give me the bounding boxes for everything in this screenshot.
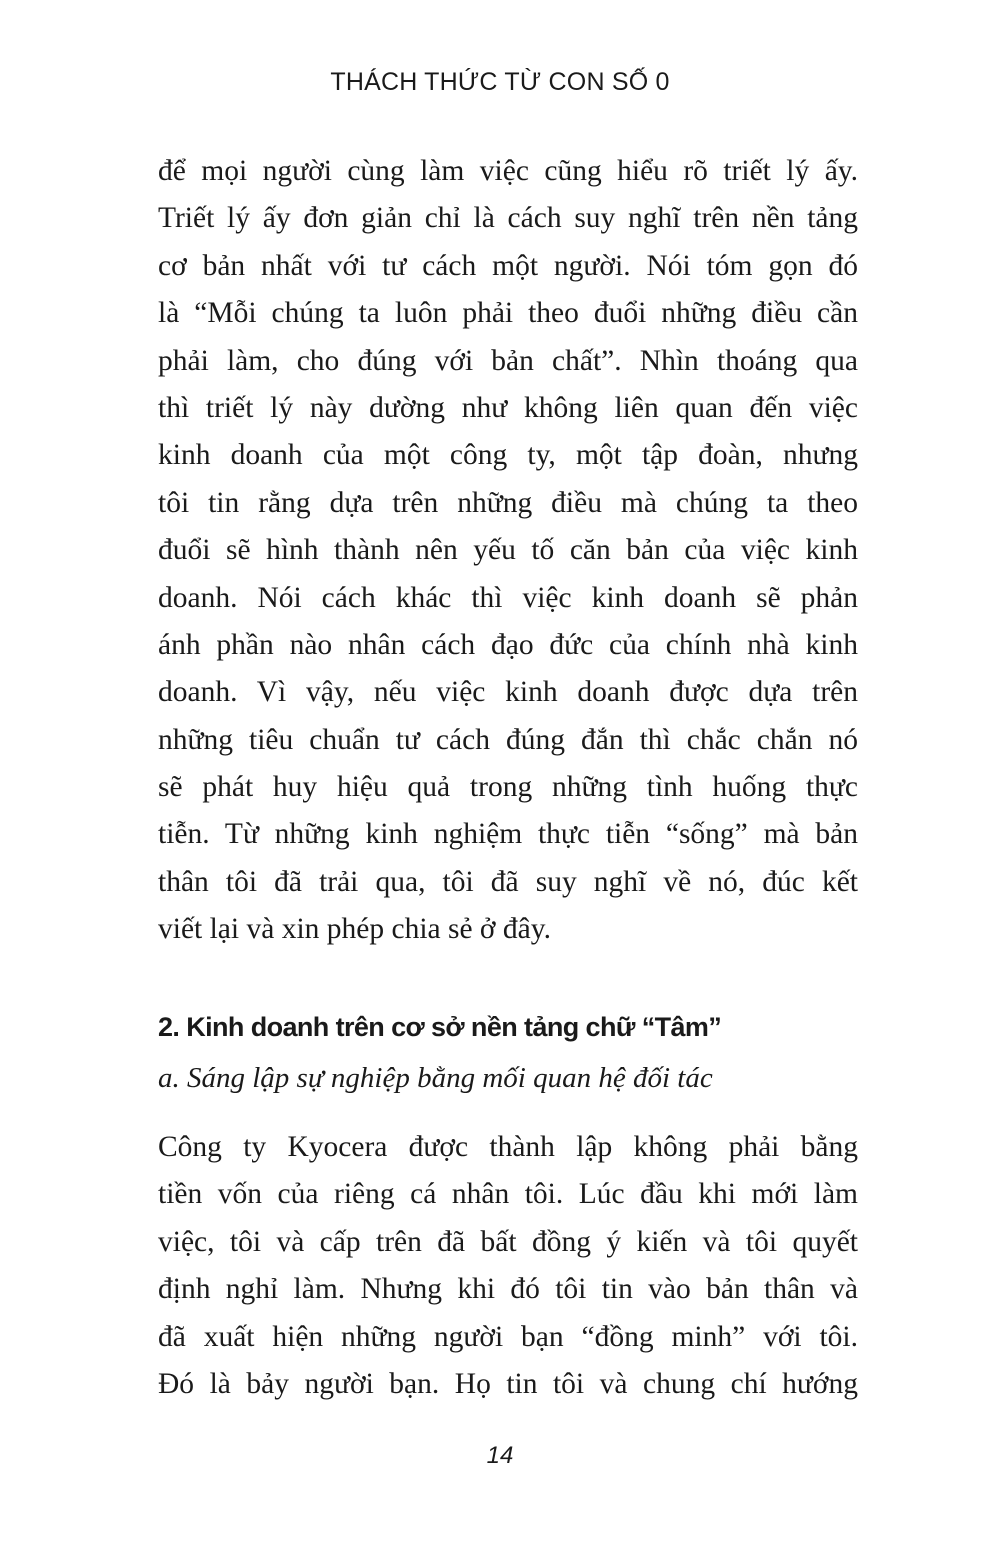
text-line: doanh. Nói cách khác thì việc kinh doanh sẽ phản [158,581,858,614]
paragraph-2 [158,1124,858,1408]
text-line: doanh. Vì vậy, nếu việc kinh doanh được dựa trên [158,676,858,709]
text-line: đuổi sẽ hình thành nên yếu tố căn bản của việc kinh [158,534,858,567]
text-line: việc, tôi và cấp trên đã bất đồng ý kiến và tôi quyết [158,1225,858,1258]
text-line: tiễn. Từ những kinh nghiệm thực tiễn “sống” mà bản [158,818,858,851]
text-line: phải làm, cho đúng với bản chất”. Nhìn thoáng qua [158,344,858,377]
text-line: là “Mỗi chúng ta luôn phải theo đuổi những điều cần [158,297,858,330]
text-line: Triết lý ấy đơn giản chỉ là cách suy nghĩ trên nền tảng [158,202,858,235]
text-line: cơ bản nhất với tư cách một người. Nói tóm gọn đó [158,249,858,282]
page-number: 14 [486,1442,514,1469]
text-line: thì triết lý này dường như không liên quan đến việc [158,391,858,424]
running-header: THÁCH THỨC TỪ CON SỐ 0 [330,68,670,96]
text-line: tiền vốn của riêng cá nhân tôi. Lúc đầu khi mới làm [158,1178,858,1211]
text-line: viết lại và xin phép chia sẻ ở đây. [158,913,551,946]
text-line: tôi tin rằng dựa trên những điều mà chúng ta theo [158,486,858,519]
section-heading: 2. Kinh doanh trên cơ sở nền tảng chữ “Tâm” [158,1012,722,1042]
text-line: ánh phần nào nhân cách đạo đức của chính nhà kinh [158,628,858,661]
text-line: để mọi người cùng làm việc cũng hiểu rõ triết lý ấy. [158,155,858,187]
text-line: định nghỉ làm. Nhưng khi đó tôi tin vào bản thân và [158,1273,858,1306]
text-line: Đó là bảy người bạn. Họ tin tôi và chung chí hướng [158,1367,858,1400]
text-line: những tiêu chuẩn tư cách đúng đắn thì chắc chắn nó [158,723,858,756]
text-line: thân tôi đã trải qua, tôi đã suy nghĩ về nó, đúc kết [158,865,858,898]
text-line: đã xuất hiện những người bạn “đồng minh” với tôi. [158,1320,858,1353]
text-line: kinh doanh của một công ty, một tập đoàn, nhưng [158,439,858,472]
text-line: sẽ phát huy hiệu quả trong những tình huống thực [158,771,858,804]
text-line: Công ty Kyocera được thành lập không phải bằng [158,1131,858,1163]
paragraph-1 [158,148,858,954]
subsection-heading: a. Sáng lập sự nghiệp bằng mối quan hệ đối tác [158,1062,713,1094]
